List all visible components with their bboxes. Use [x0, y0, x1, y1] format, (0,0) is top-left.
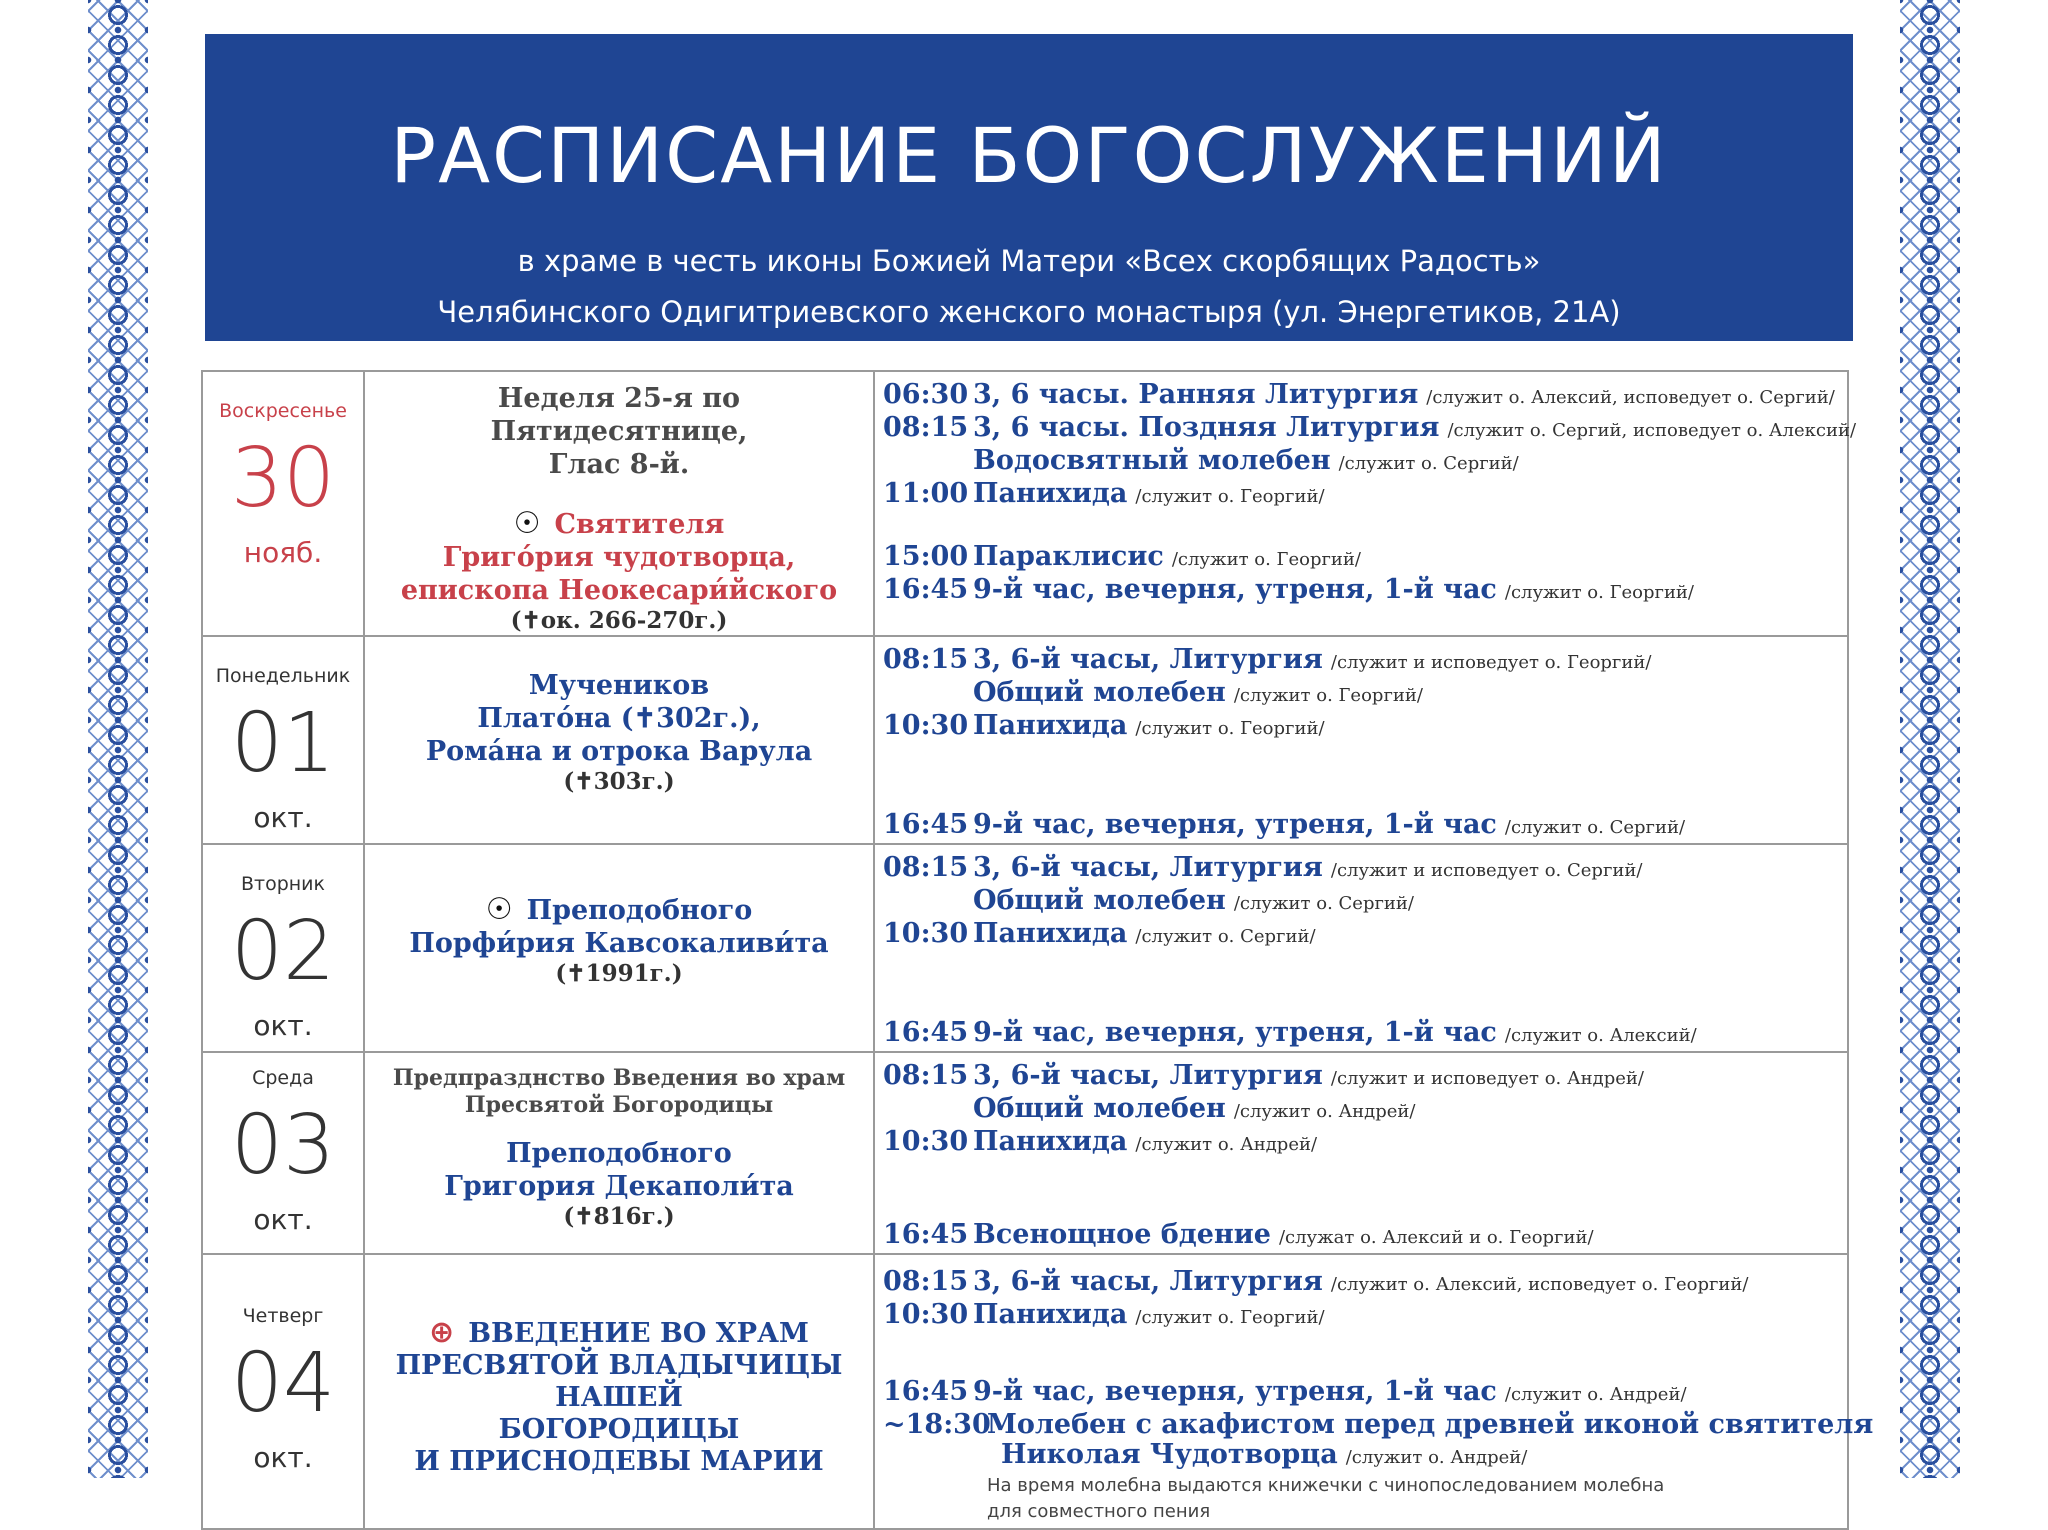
service-row — [883, 542, 1847, 575]
service-name: Молебен с акафистом перед древней иконой святителя — [987, 1409, 1874, 1440]
saint-name: Григория Декаполи́та — [444, 1171, 794, 1202]
service-name: 9-й час, вечерня, утреня, 1-й час — [973, 574, 1497, 605]
day-number: 04 — [230, 1336, 336, 1431]
saint-name: епископа Неокесари́йского — [400, 575, 838, 606]
service-name: 3, 6 часы. Поздняя Литургия — [973, 412, 1440, 443]
header-banner — [205, 34, 1853, 341]
service-clergy: /служит о. Андрей/ — [1135, 1134, 1318, 1155]
service-clergy: /служит о. Алексий, исповедует о. Георгий/ — [1330, 1274, 1749, 1295]
service-name: 3, 6 часы. Ранняя Литургия — [973, 379, 1419, 410]
day-number: 01 — [230, 696, 336, 791]
service-row — [883, 1409, 1874, 1440]
service-time: 10:30 — [883, 1126, 969, 1157]
service-time: 16:45 — [883, 574, 969, 605]
feast-tone: Глас 8-й. — [548, 449, 690, 480]
date-cell — [202, 844, 364, 1052]
table-row — [202, 844, 1848, 1052]
weekday: Вторник — [240, 873, 326, 895]
service-row — [883, 479, 1847, 512]
services-cell — [874, 371, 1857, 636]
service-clergy: /служит о. Сергий/ — [1135, 926, 1316, 947]
service-time: ~18:30 — [883, 1409, 991, 1440]
table-row — [202, 1254, 1848, 1529]
weekday: Четверг — [242, 1305, 324, 1327]
saint-name: Плато́на (✝302г.), — [477, 703, 761, 734]
service-time: 08:15 — [883, 852, 969, 883]
service-clergy: /служит о. Георгий/ — [1504, 582, 1694, 603]
service-name: Всенощное бдение — [973, 1219, 1271, 1250]
service-row — [883, 575, 1847, 608]
service-name: 3, 6-й часы, Литургия — [973, 644, 1323, 675]
weekday: Понедельник — [215, 665, 351, 687]
service-clergy: /служит о. Георгий/ — [1233, 685, 1423, 706]
saint-name: Рома́на и отрока Варула — [425, 736, 813, 767]
service-time: 10:30 — [883, 1299, 969, 1330]
service-time: 15:00 — [883, 541, 969, 572]
page-title: РАСПИСАНИЕ БОГОСЛУЖЕНИЙ — [390, 111, 1668, 200]
service-name: Панихида — [973, 918, 1128, 949]
service-clergy: /служит и исповедует о. Андрей/ — [1330, 1068, 1644, 1089]
month: окт. — [253, 1441, 313, 1474]
right-ornament-border — [1900, 0, 1960, 1478]
service-row — [883, 1094, 1847, 1127]
day-number: 02 — [230, 904, 336, 999]
service-time: 06:30 — [883, 379, 969, 410]
service-clergy: /служит и исповедует о. Сергий/ — [1330, 860, 1643, 881]
service-time: 16:45 — [883, 809, 969, 840]
saint-name: Преподобного — [526, 895, 753, 926]
feast-title: Неделя 25-я по Пятидесятнице, — [490, 383, 748, 447]
service-row — [883, 919, 1847, 952]
saint-name: Порфи́рия Кавсокаливи́та — [409, 928, 829, 959]
feast-cell — [364, 1254, 874, 1529]
saint-name: Святителя — [554, 509, 725, 540]
header-subtitle-church: в храме в честь иконы Божией Матери «Всех скорбящих Радость» — [517, 244, 1541, 278]
saint-name: Мучеников — [528, 670, 710, 701]
saint-years: (✝303г.) — [563, 768, 675, 795]
saint-name: Григо́рия чудотворца, — [442, 542, 796, 573]
service-time: 08:15 — [883, 412, 969, 443]
feast-rank-icon: ☉ — [513, 506, 541, 541]
service-clergy: /служат о. Алексий и о. Георгий/ — [1278, 1227, 1594, 1248]
service-time: 08:15 — [883, 1266, 969, 1297]
service-time: 16:45 — [883, 1017, 969, 1048]
forefeast-text: Предпразднство Введения во храм — [392, 1065, 846, 1091]
service-row — [883, 1018, 1847, 1051]
service-name: 3, 6-й часы, Литургия — [973, 1266, 1323, 1297]
service-clergy: /служит о. Сергий/ — [1338, 453, 1519, 474]
service-row — [883, 645, 1847, 678]
service-name: Общий молебен — [973, 885, 1226, 916]
service-name: 3, 6-й часы, Литургия — [973, 852, 1323, 883]
service-time: 08:15 — [883, 1060, 969, 1091]
service-name: 3, 6-й часы, Литургия — [973, 1060, 1323, 1091]
service-row — [883, 380, 1847, 413]
service-name: Общий молебен — [973, 677, 1226, 708]
feast-title: ПРЕСВЯТОЙ ВЛАДЫЧИЦЫ НАШЕЙ — [395, 1350, 843, 1413]
service-clergy: /служит о. Сергий, исповедует о. Алексий/ — [1447, 420, 1857, 441]
schedule-table — [201, 370, 1874, 1530]
service-name: 9-й час, вечерня, утреня, 1-й час — [973, 1376, 1497, 1407]
service-row — [883, 412, 1857, 446]
saint-years: (✝1991г.) — [555, 960, 683, 987]
month: окт. — [253, 801, 313, 834]
feast-title: И ПРИСНОДЕВЫ МАРИИ — [414, 1446, 824, 1477]
saint-name: Преподобного — [506, 1138, 732, 1169]
service-name: Панихида — [973, 1126, 1128, 1157]
feast-rank-icon: ☉ — [485, 892, 513, 927]
service-name: Николая Чудотворца — [1001, 1439, 1338, 1470]
table-row — [202, 636, 1848, 844]
service-time: 16:45 — [883, 1376, 969, 1407]
service-name: Параклисис — [973, 541, 1164, 572]
left-ornament-border — [88, 0, 148, 1478]
forefeast-text: Пресвятой Богородицы — [464, 1092, 774, 1118]
table-row — [202, 371, 1848, 636]
services-cell — [874, 636, 1848, 844]
saint-years: (✝816г.) — [563, 1203, 675, 1230]
date-cell — [202, 371, 364, 636]
service-clergy: /служит о. Сергий/ — [1504, 817, 1686, 838]
great-feast-icon: ⊕ — [429, 1315, 455, 1350]
service-time: 10:30 — [883, 918, 969, 949]
service-clergy: /служит о. Георгий/ — [1135, 718, 1325, 739]
service-name: 9-й час, вечерня, утреня, 1-й час — [973, 1017, 1497, 1048]
service-clergy: /служит и исповедует о. Георгий/ — [1330, 652, 1652, 673]
saint-years: (✝ок. 266-270г.) — [510, 607, 728, 634]
service-time: 08:15 — [883, 644, 969, 675]
month: окт. — [253, 1009, 313, 1042]
service-row — [883, 678, 1847, 711]
table-row — [202, 1052, 1848, 1254]
service-time: 10:30 — [883, 710, 969, 741]
service-name: Панихида — [973, 710, 1128, 741]
service-footnote: На время молебна выдаются книжечки с чинопоследованием молебна — [987, 1475, 1665, 1496]
service-row — [883, 1127, 1847, 1160]
service-row — [883, 1440, 1847, 1473]
service-row — [883, 1220, 1847, 1253]
service-clergy: /служит о. Сергий/ — [1233, 893, 1414, 914]
feast-title: БОГОРОДИЦЫ — [498, 1414, 740, 1445]
date-cell — [202, 636, 364, 844]
service-name: Панихида — [973, 478, 1128, 509]
service-clergy: /служит о. Андрей/ — [1504, 1384, 1687, 1405]
date-cell — [202, 1254, 364, 1529]
service-row — [883, 886, 1847, 919]
weekday: Воскресенье — [219, 400, 347, 422]
service-footnote: для совместного пения — [987, 1501, 1211, 1522]
feast-cell — [364, 1052, 874, 1254]
service-row — [883, 853, 1847, 886]
month: нояб. — [243, 536, 323, 569]
service-time: 16:45 — [883, 1219, 969, 1250]
service-row — [883, 446, 1847, 479]
service-clergy: /служит о. Алексий/ — [1504, 1025, 1697, 1046]
feast-title: ВВЕДЕНИЕ ВО ХРАМ — [468, 1318, 809, 1349]
feast-cell — [364, 844, 874, 1052]
services-cell — [874, 1254, 1874, 1529]
day-number: 03 — [230, 1098, 336, 1193]
header-subtitle-monastery: Челябинского Одигитриевского женского монастыря (ул. Энергетиков, 21А) — [437, 295, 1621, 329]
service-name: Панихида — [973, 1299, 1128, 1330]
day-number: 30 — [230, 431, 336, 526]
services-cell — [874, 844, 1848, 1052]
feast-cell — [364, 636, 874, 844]
service-name: Общий молебен — [973, 1093, 1226, 1124]
service-clergy: /служит о. Георгий/ — [1135, 1307, 1325, 1328]
service-row — [883, 1267, 1847, 1300]
service-clergy: /служит о. Андрей/ — [1233, 1101, 1416, 1122]
service-row — [883, 1300, 1847, 1333]
service-row — [883, 1061, 1847, 1094]
date-cell — [202, 1052, 364, 1254]
service-clergy: /служит о. Георгий/ — [1171, 549, 1361, 570]
service-time: 11:00 — [883, 478, 969, 509]
service-clergy: /служит о. Андрей/ — [1345, 1447, 1528, 1468]
service-row — [883, 1377, 1847, 1410]
service-row — [883, 810, 1847, 843]
service-clergy: /служит о. Георгий/ — [1135, 486, 1325, 507]
services-cell — [874, 1052, 1848, 1254]
service-name: Водосвятный молебен — [973, 445, 1331, 476]
month: окт. — [253, 1203, 313, 1236]
service-row — [883, 711, 1847, 744]
weekday: Среда — [252, 1067, 314, 1089]
service-clergy: /служит о. Алексий, исповедует о. Сергий/ — [1426, 387, 1835, 408]
feast-cell — [364, 371, 874, 636]
service-name: 9-й час, вечерня, утреня, 1-й час — [973, 809, 1497, 840]
